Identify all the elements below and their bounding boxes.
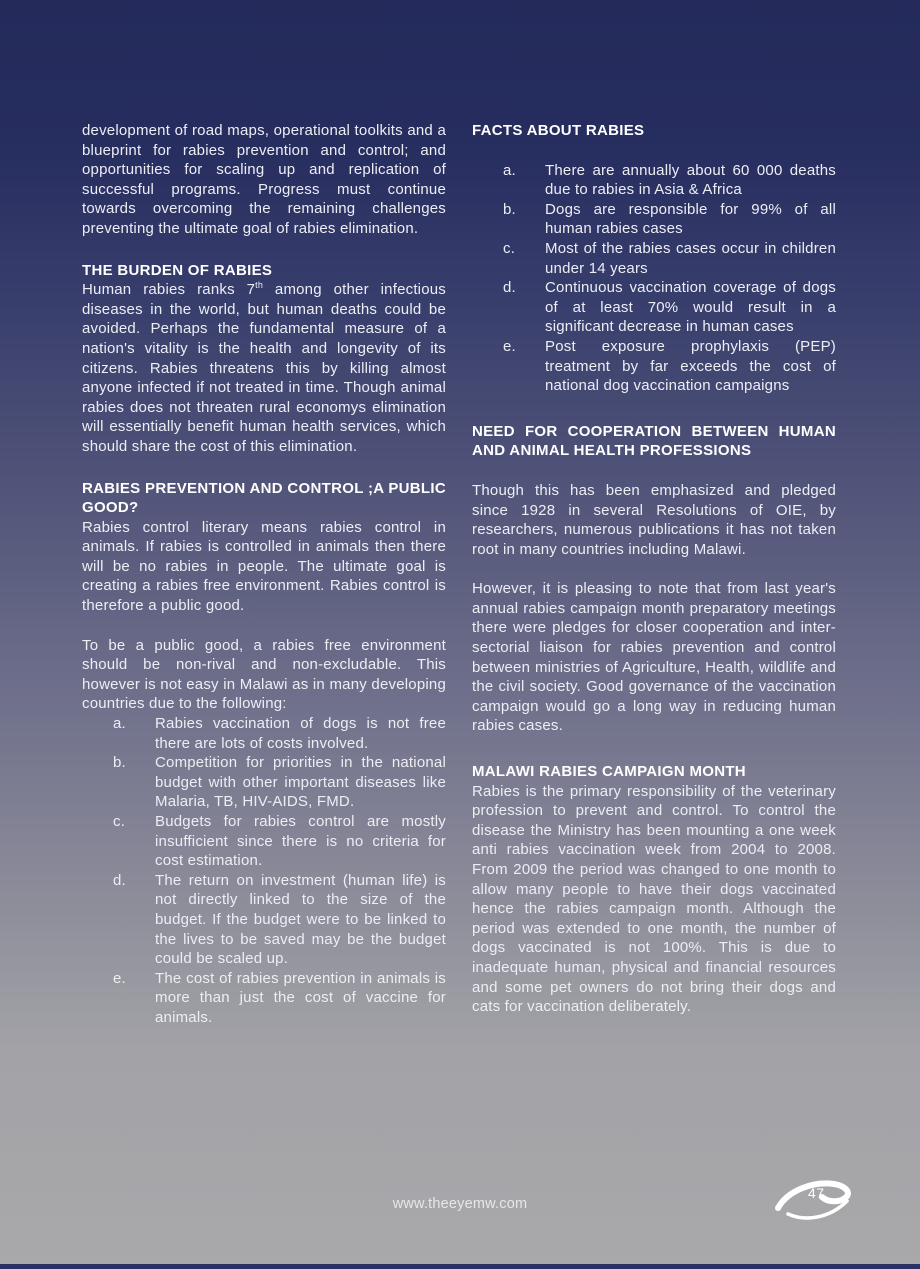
list-marker: d. [503,279,516,297]
list-item-text: Rabies vaccination of dogs is not free there are lots of costs involved. [155,715,446,752]
burden-text-after: among other infectious diseases in the world, but human deaths could be avoided. Perhaps the fundamental measure of a nation's vitality is the health and longevity of its citizens. Rabies threatens this by killing almost anyone infected if not treated in time. Though animal rabies does not threaten rural economys elimination will essentially benefit human health services, which should share the cost of this elimination. [82,281,447,455]
list-item-text: There are annually about 60 000 deaths due to rabies in Asia & Africa [545,161,836,199]
list-item [82,714,446,753]
heading-burden-of-rabies: THE BURDEN OF RABIES [82,261,273,279]
left-column [82,121,446,1028]
right-column [472,121,836,1017]
list-marker: c. [503,239,516,257]
facts-list [472,161,836,396]
list-item-text: The cost of rabies prevention in animals is more than just the cost of vaccine for animals. [155,969,446,1026]
page-number: 47 [808,1185,825,1201]
list-marker: b. [503,200,516,218]
list-item-text: Most of the rabies cases occur in children under 14 years [545,239,836,277]
footer-url: www.theeyemw.com [392,1196,528,1212]
list-item [82,871,446,969]
list-item-text: Post exposure prophylaxis (PEP) treatment by far exceeds the cost of national dog vaccination campaigns [545,337,836,395]
prevention-paragraph-1: Rabies control literary means rabies control in animals. If rabies is controlled in animals then there will be no rabies in people. The ultimate goal is creating a rabies free environment. Rabies control is therefore a public good. [82,518,446,615]
list-item [82,753,446,812]
list-item-text: Competition for priorities in the national budget with other important diseases like Malaria, TB, HIV-AIDS, FMD. [155,754,446,811]
ordinal-superscript: th [255,280,264,291]
list-item [472,239,836,278]
cooperation-paragraph-1: Though this has been emphasized and pledged since 1928 in several Resolutions of OIE, by researchers, numerous publications it has not taken root in many countries including Malawi. [472,481,836,558]
intro-paragraph: development of road maps, operational toolkits and a blueprint for rabies prevention and control; and opportunities for scaling up and replication of successful programs. Progress must continue towards overcoming the remaining challenges preventing the ultimate goal of rabies elimination. [82,122,446,237]
list-item [82,812,446,871]
list-marker: a. [113,715,126,733]
heading-need-for-cooperation: NEED FOR COOPERATION BETWEEN HUMAN AND ANIMAL HEALTH PROFESSIONS [472,422,836,460]
list-marker: e. [503,337,516,355]
burden-paragraph [82,280,446,456]
list-item-text: Budgets for rabies control are mostly insufficient since there is no criteria for cost estimation. [155,813,446,870]
list-marker: c. [113,813,126,830]
cooperation-paragraph-2: However, it is pleasing to note that from last year's annual rabies campaign month preparatory meetings there were pledges for closer cooperation and inter-sectorial liaison for rabies prevention and control between ministries of Agriculture, Health, wildlife and the civil society. Good governance of the vaccination campaign would go a long way in reducing human rabies cases. [472,580,836,735]
heading-prevention-public-good: RABIES PREVENTION AND CONTROL ;A PUBLIC GOOD? [82,479,446,517]
list-item [472,278,836,337]
bottom-border [0,1264,920,1269]
list-marker: d. [113,871,126,889]
list-item-text: Dogs are responsible for 99% of all human rabies cases [545,200,836,238]
list-item [472,161,836,200]
reasons-list [82,714,446,1028]
list-item-text: The return on investment (human life) is not directly linked to the size of the budget. If the budget were to be linked to the lives to be saved may be the budget could be scaled up. [155,871,446,968]
eye-logo [772,1177,860,1225]
heading-malawi-campaign-month: MALAWI RABIES CAMPAIGN MONTH [472,763,746,781]
list-item [82,969,446,1028]
list-marker: e. [113,969,126,987]
prevention-paragraph-2: To be a public good, a rabies free environment should be non-rival and non-excludable. This however is not easy in Malawi as in many developing countries due to the following: [82,636,446,713]
list-marker: b. [113,754,126,772]
campaign-paragraph: Rabies is the primary responsibility of the veterinary profession to prevent and control. To control the disease the Ministry has been mounting a one week anti rabies vaccination week from 2004 to 2008. From 2009 the period was changed to one month to allow many people to have their dogs vaccinated hence the rabies campaign month. Although the period was extended to one month, the number of dogs vaccinated is not 100%. This is due to inadequate human, physical and financial resources and some pet owners do not bring their dogs and cats for vaccination deliberately. [472,782,836,1016]
list-item [472,200,836,239]
burden-text-before: Human rabies ranks 7 [82,281,256,299]
list-marker: a. [503,161,516,179]
list-item [472,337,836,396]
heading-facts-about-rabies: FACTS ABOUT RABIES [472,122,645,139]
list-item-text: Continuous vaccination coverage of dogs of at least 70% would result in a significant decrease in human cases [545,279,836,336]
